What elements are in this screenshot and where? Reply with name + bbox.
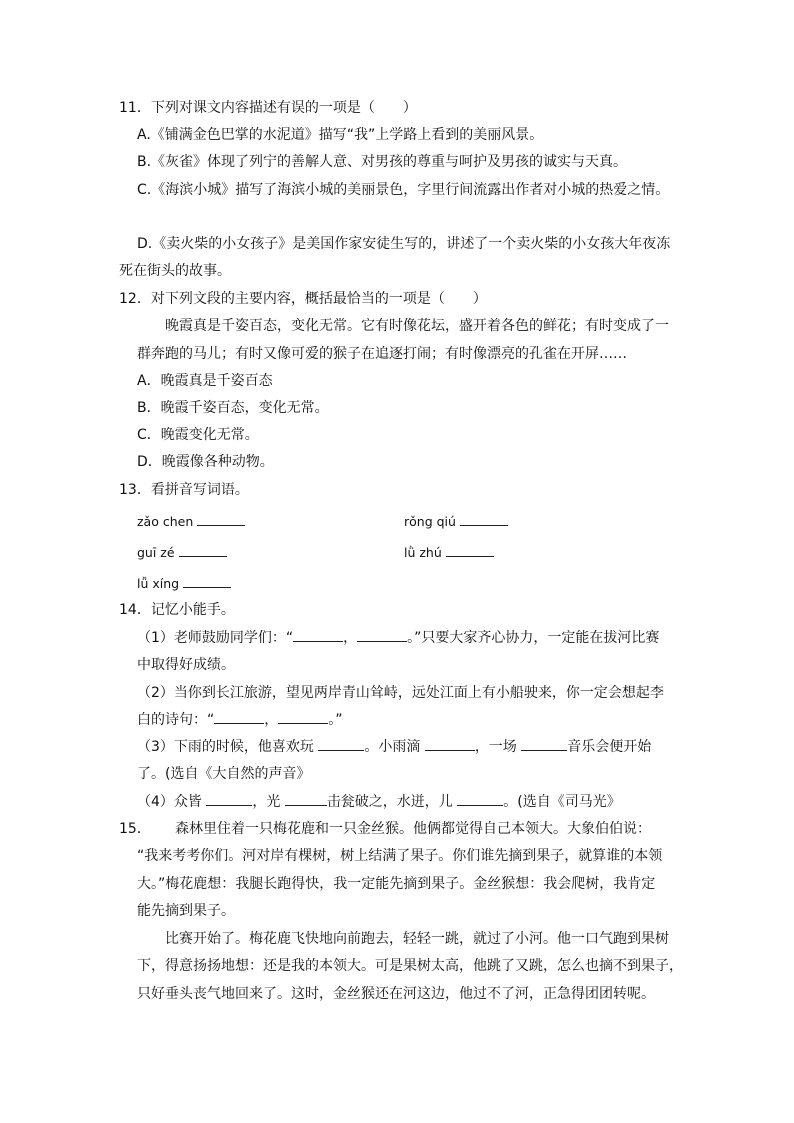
- text: （1）老师鼓励同学们：“: [137, 630, 294, 646]
- q12-stem: 12．对下列文段的主要内容，概括最恰当的一项是（ ）: [119, 291, 487, 307]
- answer-blank[interactable]: [457, 792, 503, 806]
- pinyin-text: lǚ xíng: [137, 576, 180, 591]
- text: （4）众皆: [137, 794, 207, 810]
- q14-sub2: （2）当你到长江旅游，望见两岸青山耸峙，远处江面上有小船驶来，你一定会想起李: [137, 685, 664, 701]
- q14-sub4: [137, 792, 621, 812]
- q15-number: 15．: [119, 821, 151, 837]
- q11-option-d-cont: 死在街头的故事。: [119, 263, 231, 279]
- answer-blank[interactable]: [285, 792, 327, 806]
- q14-sub2-cont: [137, 710, 343, 730]
- q15-passage-line: 大。”梅花鹿想：我腿长跑得快，我一定能先摘到果子。金丝猴想：我会爬树，我肯定: [137, 876, 656, 892]
- answer-blank[interactable]: [446, 543, 494, 557]
- q11-option-a[interactable]: A.《铺满金色巴掌的水泥道》描写“我”上学路上看到的美丽风景。: [137, 127, 544, 143]
- text: 。(选自《司马光》: [503, 794, 621, 810]
- q13-stem: 13．看拼音写词语。: [119, 482, 249, 498]
- q11-option-c[interactable]: C.《海滨小城》描写了海滨小城的美丽景色，字里行间流露出作者对小城的热爱之情。: [137, 182, 670, 198]
- q11-option-b[interactable]: B.《灰雀》体现了列宁的善解人意、对男孩的尊重与呵护及男孩的诚实与天真。: [137, 154, 628, 170]
- q14-stem: 14．记忆小能手。: [119, 602, 235, 618]
- text: ，: [264, 712, 279, 728]
- answer-blank[interactable]: [183, 574, 231, 588]
- answer-blank[interactable]: [179, 543, 227, 557]
- pinyin-text: lǜ zhú: [404, 545, 442, 560]
- q14-sub3: [137, 737, 651, 757]
- answer-blank[interactable]: [357, 628, 407, 642]
- answer-blank[interactable]: [318, 737, 364, 751]
- text: 白的诗句：“: [137, 712, 215, 728]
- q12-option-a[interactable]: A．晚霞真是千姿百态: [137, 373, 273, 389]
- answer-blank[interactable]: [293, 628, 343, 642]
- q12-option-b[interactable]: B．晚霞千姿百态，变化无常。: [137, 400, 329, 416]
- q12-option-d[interactable]: D．晚霞像各种动物。: [137, 454, 274, 470]
- pinyin-item: [137, 574, 231, 594]
- q14-sub3-cont: 了。(选自《大自然的声音》: [137, 766, 311, 782]
- q12-passage-line: 晚霞真是千姿百态，变化无常。它有时像花坛，盛开着各色的鲜花；有时变成了一: [165, 318, 669, 334]
- answer-blank[interactable]: [521, 737, 567, 751]
- pinyin-item: [137, 543, 227, 563]
- text: 。”: [328, 712, 343, 728]
- text: 击瓮破之，水迸，儿: [326, 794, 458, 810]
- pinyin-text: zǎo chen: [137, 514, 194, 529]
- answer-blank[interactable]: [278, 710, 328, 724]
- text: ，一场: [474, 739, 522, 755]
- q14-sub1: [137, 628, 659, 648]
- q15-passage-line: 只好垂头丧气地回来了。这时，金丝猴还在河这边，他过不了河，正急得团团转呢。: [137, 986, 655, 1002]
- answer-blank[interactable]: [206, 792, 252, 806]
- text: 音乐会便开始: [567, 739, 652, 755]
- pinyin-item: [404, 543, 494, 563]
- text: ，: [343, 630, 358, 646]
- pinyin-text: rǒng qiú: [404, 514, 456, 529]
- text: 。小雨滴: [364, 739, 425, 755]
- q15-passage-line: 能先摘到果子。: [137, 903, 235, 919]
- pinyin-item: [404, 512, 508, 532]
- text: （3）下雨的时候，他喜欢玩: [137, 739, 319, 755]
- q12-option-c[interactable]: C．晚霞变化无常。: [137, 427, 259, 443]
- q15-passage-line: 比赛开始了。梅花鹿飞快地向前跑去，轻轻一跳，就过了小河。他一口气跑到果树: [165, 931, 669, 947]
- q15-passage-line: “我来考考你们。河对岸有棵树，树上结满了果子。你们谁先摘到果子，就算谁的本领: [137, 848, 663, 864]
- text: ，光: [252, 794, 285, 810]
- answer-blank[interactable]: [214, 710, 264, 724]
- q11-stem: 11．下列对课文内容描述有误的一项是（ ）: [119, 100, 417, 116]
- q15-passage-line: 森林里住着一只梅花鹿和一只金丝猴。他俩都觉得自己本领大。大象伯伯说：: [175, 821, 651, 837]
- pinyin-item: [137, 512, 245, 532]
- q14-sub1-cont: 中取得好成绩。: [137, 657, 235, 673]
- pinyin-text: guī zé: [137, 545, 175, 560]
- q12-passage-line: 群奔跑的马儿；有时又像可爱的猴子在追逐打闹；有时像漂亮的孔雀在开屏……: [137, 346, 627, 362]
- q15-passage-line: 下，得意扬扬地想：还是我的本领大。可是果树太高，他跳了又跳，怎么也摘不到果子，: [137, 958, 683, 974]
- answer-blank[interactable]: [197, 512, 245, 526]
- answer-blank[interactable]: [460, 512, 508, 526]
- text: 。”只要大家齐心协力，一定能在拔河比赛: [407, 630, 660, 646]
- q11-option-d[interactable]: D.《卖火柴的小女孩子》是美国作家安徒生写的，讲述了一个卖火柴的小女孩大年夜冻: [137, 236, 671, 252]
- answer-blank[interactable]: [425, 737, 475, 751]
